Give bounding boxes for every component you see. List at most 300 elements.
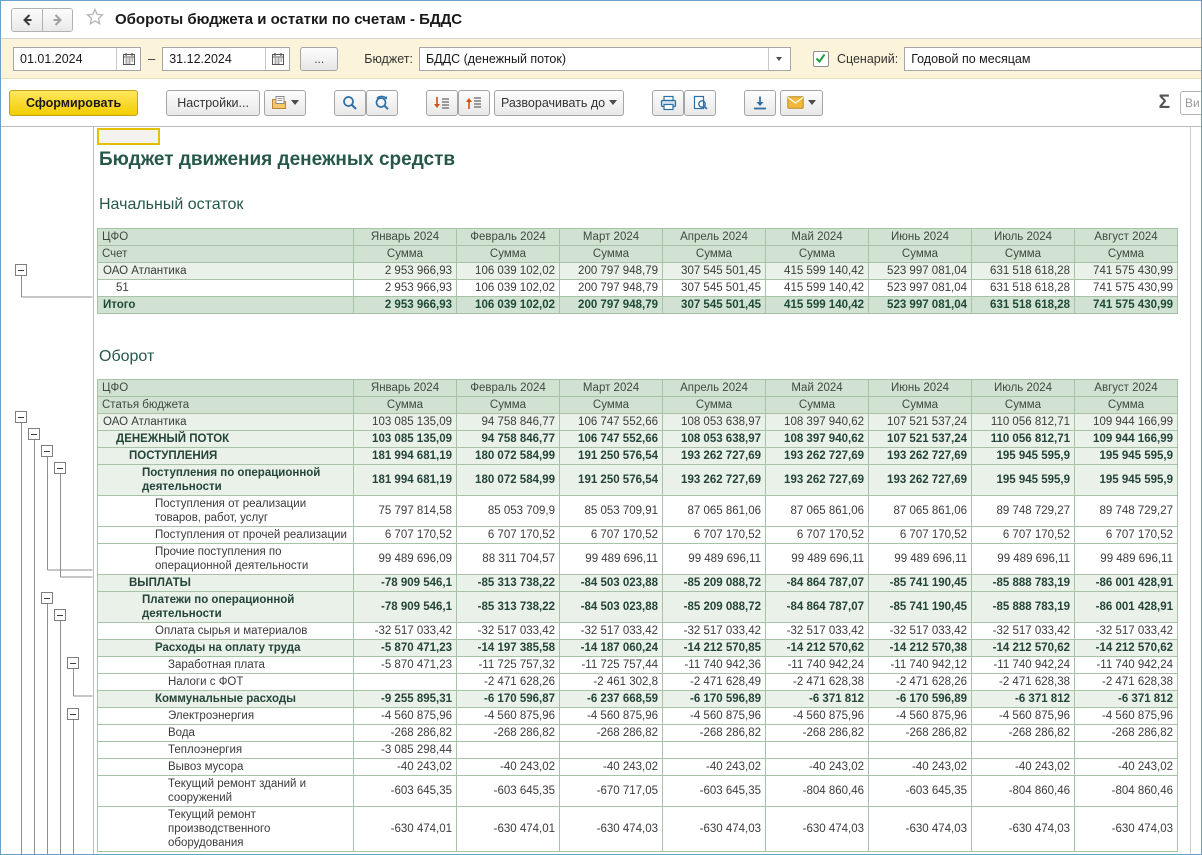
value-cell[interactable]: 106 747 552,66: [560, 414, 663, 431]
value-cell[interactable]: -40 243,02: [457, 759, 560, 776]
opening-balance-table: [97, 228, 1178, 314]
value-cell[interactable]: 193 262 727,69: [766, 448, 869, 465]
value-cell[interactable]: -268 286,82: [766, 725, 869, 742]
value-cell[interactable]: 87 065 861,06: [663, 496, 766, 527]
value-cell[interactable]: -4 560 875,96: [766, 708, 869, 725]
month-header-cell[interactable]: Февраль 2024: [457, 229, 560, 246]
row-label-cell[interactable]: Поступления от прочей реализации: [98, 527, 354, 544]
value-cell[interactable]: -268 286,82: [457, 725, 560, 742]
expand-groups-button[interactable]: [458, 90, 490, 116]
value-cell[interactable]: 741 575 430,99: [1075, 263, 1178, 280]
sum-header-cell[interactable]: Сумма: [457, 397, 560, 414]
value-cell[interactable]: -40 243,02: [972, 759, 1075, 776]
expand-groups-icon: [465, 95, 482, 111]
value-cell[interactable]: -2 471 628,38: [1075, 674, 1178, 691]
calendar-icon[interactable]: [116, 48, 140, 70]
value-cell[interactable]: -4 560 875,96: [1075, 708, 1178, 725]
row-label-cell[interactable]: Текущий ремонт производственного оборудования: [98, 807, 354, 852]
filter-bar: [1, 39, 1201, 79]
value-cell[interactable]: -86 001 428,91: [1075, 575, 1178, 592]
value-cell[interactable]: 85 053 709,91: [560, 496, 663, 527]
check-icon: [814, 52, 827, 65]
value-cell[interactable]: 191 250 576,54: [560, 465, 663, 496]
row-label-cell[interactable]: Заработная плата: [98, 657, 354, 674]
value-cell[interactable]: -4 560 875,96: [972, 708, 1075, 725]
grouping-gutter: [1, 127, 93, 855]
value-cell[interactable]: 523 997 081,04: [869, 280, 972, 297]
print-preview-button[interactable]: [684, 90, 716, 116]
value-cell[interactable]: -2 471 628,38: [766, 674, 869, 691]
settings-button[interactable]: Настройки...: [166, 90, 260, 116]
value-cell[interactable]: -268 286,82: [354, 725, 457, 742]
value-cell[interactable]: -4 560 875,96: [869, 708, 972, 725]
month-header-cell[interactable]: Апрель 2024: [663, 229, 766, 246]
value-cell[interactable]: 108 397 940,62: [766, 431, 869, 448]
row-label-cell[interactable]: Поступления от реализации товаров, работ, услуг: [98, 496, 354, 527]
row-label-cell[interactable]: Вода: [98, 725, 354, 742]
value-cell[interactable]: -14 212 570,38: [869, 640, 972, 657]
value-cell[interactable]: -630 474,03: [869, 807, 972, 852]
row-label-cell[interactable]: Расходы на оплату труда: [98, 640, 354, 657]
group-tree-lines: [1, 127, 93, 855]
value-cell[interactable]: -85 313 738,22: [457, 575, 560, 592]
value-cell[interactable]: -603 645,35: [354, 776, 457, 807]
value-cell[interactable]: [869, 742, 972, 759]
value-cell[interactable]: 87 065 861,06: [766, 496, 869, 527]
value-cell[interactable]: -32 517 033,42: [354, 623, 457, 640]
value-cell[interactable]: 180 072 584,99: [457, 465, 560, 496]
value-cell[interactable]: -630 474,03: [1075, 807, 1178, 852]
value-cell[interactable]: -11 725 757,32: [457, 657, 560, 674]
value-cell[interactable]: -6 170 596,89: [869, 691, 972, 708]
value-cell[interactable]: 200 797 948,79: [560, 263, 663, 280]
value-cell[interactable]: 106 747 552,66: [560, 431, 663, 448]
value-cell[interactable]: 6 707 170,52: [354, 527, 457, 544]
row-label-cell[interactable]: Поступления по операционной деятельности: [98, 465, 354, 496]
value-cell[interactable]: 107 521 537,24: [869, 431, 972, 448]
value-cell[interactable]: 631 518 618,28: [972, 263, 1075, 280]
value-cell[interactable]: 88 311 704,57: [457, 544, 560, 575]
value-cell[interactable]: 87 065 861,06: [869, 496, 972, 527]
value-cell[interactable]: 106 039 102,02: [457, 263, 560, 280]
value-cell[interactable]: -85 888 783,19: [972, 592, 1075, 623]
value-cell[interactable]: 94 758 846,77: [457, 414, 560, 431]
forward-button[interactable]: [42, 9, 72, 31]
value-cell[interactable]: -3 085 298,44: [354, 742, 457, 759]
value-cell[interactable]: 6 707 170,52: [457, 527, 560, 544]
value-cell[interactable]: 307 545 501,45: [663, 263, 766, 280]
value-cell[interactable]: 741 575 430,99: [1075, 280, 1178, 297]
value-cell[interactable]: -40 243,02: [663, 759, 766, 776]
print-button[interactable]: [652, 90, 684, 116]
value-cell[interactable]: 99 489 696,11: [663, 544, 766, 575]
value-cell[interactable]: -85 209 088,72: [663, 592, 766, 623]
value-cell[interactable]: -2 471 628,26: [869, 674, 972, 691]
value-cell[interactable]: 200 797 948,79: [560, 297, 663, 314]
expand-to-button[interactable]: [494, 90, 624, 116]
value-cell[interactable]: [972, 742, 1075, 759]
value-cell[interactable]: 195 945 595,9: [972, 465, 1075, 496]
value-cell[interactable]: -32 517 033,42: [869, 623, 972, 640]
month-header-cell[interactable]: Январь 2024: [354, 229, 457, 246]
value-cell[interactable]: -4 560 875,96: [560, 708, 663, 725]
value-cell[interactable]: 191 250 576,54: [560, 448, 663, 465]
value-cell[interactable]: 99 489 696,11: [1075, 544, 1178, 575]
value-cell[interactable]: -268 286,82: [869, 725, 972, 742]
value-cell[interactable]: 180 072 584,99: [457, 448, 560, 465]
value-cell[interactable]: -32 517 033,42: [457, 623, 560, 640]
month-header-cell[interactable]: Июль 2024: [972, 380, 1075, 397]
value-cell[interactable]: -84 864 787,07: [766, 592, 869, 623]
table-corner-subheader[interactable]: Статья бюджета: [98, 397, 354, 414]
sum-header-cell[interactable]: Сумма: [663, 246, 766, 263]
value-cell[interactable]: 181 994 681,19: [354, 465, 457, 496]
value-cell[interactable]: -804 860,46: [766, 776, 869, 807]
value-cell[interactable]: 415 599 140,42: [766, 280, 869, 297]
value-cell[interactable]: -11 740 942,12: [869, 657, 972, 674]
row-label-cell[interactable]: Оплата сырья и материалов: [98, 623, 354, 640]
period-from-value: 01.01.2024: [20, 51, 83, 66]
value-cell[interactable]: -4 560 875,96: [663, 708, 766, 725]
value-cell[interactable]: -40 243,02: [869, 759, 972, 776]
value-cell[interactable]: -630 474,03: [766, 807, 869, 852]
value-cell[interactable]: 6 707 170,52: [560, 527, 663, 544]
row-label-cell[interactable]: Итого: [98, 297, 354, 314]
value-cell[interactable]: 85 053 709,9: [457, 496, 560, 527]
autosum-field[interactable]: Ви: [1180, 91, 1202, 115]
sum-header-cell[interactable]: Сумма: [354, 397, 457, 414]
value-cell[interactable]: 193 262 727,69: [663, 465, 766, 496]
value-cell[interactable]: -6 170 596,89: [663, 691, 766, 708]
value-cell[interactable]: 307 545 501,45: [663, 297, 766, 314]
active-cell-cursor[interactable]: [97, 128, 160, 145]
row-label-cell[interactable]: Электроэнергия: [98, 708, 354, 725]
value-cell[interactable]: 75 797 814,58: [354, 496, 457, 527]
collapse-group-button[interactable]: [15, 264, 27, 276]
month-header-cell[interactable]: Апрель 2024: [663, 380, 766, 397]
sum-header-cell[interactable]: Сумма: [663, 397, 766, 414]
row-label-cell[interactable]: Прочие поступления по операционной деятельности: [98, 544, 354, 575]
month-header-cell[interactable]: Май 2024: [766, 229, 869, 246]
search-next-button[interactable]: [366, 90, 398, 116]
value-cell[interactable]: -804 860,46: [1075, 776, 1178, 807]
value-cell[interactable]: 109 944 166,99: [1075, 431, 1178, 448]
value-cell[interactable]: -630 474,03: [560, 807, 663, 852]
value-cell[interactable]: -11 740 942,24: [766, 657, 869, 674]
value-cell[interactable]: 107 521 537,24: [869, 414, 972, 431]
value-cell[interactable]: -40 243,02: [1075, 759, 1178, 776]
value-cell[interactable]: -84 503 023,88: [560, 592, 663, 623]
row-label-cell[interactable]: 51: [98, 280, 354, 297]
value-cell[interactable]: -6 371 812: [1075, 691, 1178, 708]
value-cell[interactable]: -6 371 812: [972, 691, 1075, 708]
sum-header-cell[interactable]: Сумма: [972, 397, 1075, 414]
sum-header-cell[interactable]: Сумма: [766, 397, 869, 414]
row-label-cell[interactable]: Платежи по операционной деятельности: [98, 592, 354, 623]
scenario-checkbox[interactable]: [813, 51, 829, 67]
value-cell[interactable]: 631 518 618,28: [972, 280, 1075, 297]
month-header-cell[interactable]: Июнь 2024: [869, 229, 972, 246]
search-icon: [342, 95, 358, 111]
collapse-group-button[interactable]: [15, 411, 27, 423]
value-cell[interactable]: -14 212 570,62: [1075, 640, 1178, 657]
value-cell[interactable]: 109 944 166,99: [1075, 414, 1178, 431]
value-cell[interactable]: 6 707 170,52: [1075, 527, 1178, 544]
collapse-group-button[interactable]: [28, 428, 40, 440]
row-label-cell[interactable]: ВЫПЛАТЫ: [98, 575, 354, 592]
value-cell[interactable]: -2 461 302,8: [560, 674, 663, 691]
value-cell[interactable]: 6 707 170,52: [663, 527, 766, 544]
value-cell[interactable]: 523 997 081,04: [869, 297, 972, 314]
chevron-down-icon: [776, 57, 782, 61]
table-corner-subheader[interactable]: Счет: [98, 246, 354, 263]
value-cell[interactable]: -14 187 060,24: [560, 640, 663, 657]
value-cell[interactable]: -32 517 033,42: [663, 623, 766, 640]
value-cell[interactable]: -14 212 570,62: [972, 640, 1075, 657]
value-cell[interactable]: -2 471 628,26: [457, 674, 560, 691]
print-preview-icon: [692, 95, 708, 111]
value-cell[interactable]: -6 170 596,87: [457, 691, 560, 708]
value-cell[interactable]: -40 243,02: [766, 759, 869, 776]
value-cell[interactable]: -78 909 546,1: [354, 592, 457, 623]
month-header-cell[interactable]: Август 2024: [1075, 380, 1178, 397]
download-icon: [752, 95, 768, 111]
favorite-star-icon[interactable]: [85, 7, 105, 32]
value-cell[interactable]: [766, 742, 869, 759]
row-label-cell[interactable]: ОАО Атлантика: [98, 414, 354, 431]
value-cell[interactable]: 108 397 940,62: [766, 414, 869, 431]
budget-dropdown-button[interactable]: [768, 48, 790, 70]
value-cell[interactable]: 415 599 140,42: [766, 263, 869, 280]
value-cell[interactable]: 103 085 135,09: [354, 431, 457, 448]
value-cell[interactable]: -86 001 428,91: [1075, 592, 1178, 623]
month-header-cell[interactable]: Февраль 2024: [457, 380, 560, 397]
collapse-group-button[interactable]: [41, 445, 53, 457]
table-corner-header[interactable]: ЦФО: [98, 380, 354, 397]
value-cell[interactable]: -603 645,35: [457, 776, 560, 807]
period-to-field[interactable]: [162, 47, 290, 71]
value-cell[interactable]: -78 909 546,1: [354, 575, 457, 592]
value-cell[interactable]: 110 056 812,71: [972, 414, 1075, 431]
value-cell[interactable]: [1075, 742, 1178, 759]
value-cell[interactable]: 106 039 102,02: [457, 280, 560, 297]
value-cell[interactable]: -2 471 628,49: [663, 674, 766, 691]
value-cell[interactable]: 99 489 696,11: [972, 544, 1075, 575]
value-cell[interactable]: -14 212 570,62: [766, 640, 869, 657]
month-header-cell[interactable]: Июль 2024: [972, 229, 1075, 246]
value-cell[interactable]: -85 209 088,72: [663, 575, 766, 592]
sum-header-cell[interactable]: Сумма: [972, 246, 1075, 263]
row-label-cell[interactable]: ОАО Атлантика: [98, 263, 354, 280]
value-cell[interactable]: 195 945 595,9: [972, 448, 1075, 465]
value-cell[interactable]: 415 599 140,42: [766, 297, 869, 314]
sum-header-cell[interactable]: Сумма: [1075, 397, 1178, 414]
value-cell[interactable]: 6 707 170,52: [766, 527, 869, 544]
month-header-cell[interactable]: Март 2024: [560, 229, 663, 246]
value-cell[interactable]: -4 560 875,96: [354, 708, 457, 725]
sum-header-cell[interactable]: Сумма: [560, 246, 663, 263]
value-cell[interactable]: 103 085 135,09: [354, 414, 457, 431]
table-corner-header[interactable]: ЦФО: [98, 229, 354, 246]
collapse-group-button[interactable]: [67, 708, 79, 720]
sum-header-cell[interactable]: Сумма: [457, 246, 560, 263]
value-cell[interactable]: -85 741 190,45: [869, 592, 972, 623]
value-cell[interactable]: -6 371 812: [766, 691, 869, 708]
collapse-group-button[interactable]: [54, 462, 66, 474]
value-cell[interactable]: 193 262 727,69: [766, 465, 869, 496]
value-cell[interactable]: -11 740 942,24: [1075, 657, 1178, 674]
month-header-cell[interactable]: Июнь 2024: [869, 380, 972, 397]
value-cell[interactable]: -32 517 033,42: [766, 623, 869, 640]
value-cell[interactable]: -32 517 033,42: [560, 623, 663, 640]
value-cell[interactable]: 89 748 729,27: [972, 496, 1075, 527]
collapse-groups-button[interactable]: [426, 90, 458, 116]
value-cell[interactable]: -603 645,35: [663, 776, 766, 807]
value-cell[interactable]: -2 471 628,38: [972, 674, 1075, 691]
value-cell[interactable]: -268 286,82: [972, 725, 1075, 742]
period-more-button[interactable]: ...: [300, 47, 338, 71]
value-cell[interactable]: 193 262 727,69: [869, 465, 972, 496]
value-cell[interactable]: -5 870 471,23: [354, 640, 457, 657]
sum-header-cell[interactable]: Сумма: [354, 246, 457, 263]
value-cell[interactable]: -11 725 757,44: [560, 657, 663, 674]
collapse-group-button[interactable]: [67, 657, 79, 669]
collapse-group-button[interactable]: [41, 592, 53, 604]
value-cell[interactable]: 6 707 170,52: [972, 527, 1075, 544]
expand-to-label: Разворачивать до: [500, 95, 606, 110]
value-cell[interactable]: -32 517 033,42: [972, 623, 1075, 640]
month-header-cell[interactable]: Май 2024: [766, 380, 869, 397]
value-cell[interactable]: 99 489 696,11: [560, 544, 663, 575]
value-cell[interactable]: -670 717,05: [560, 776, 663, 807]
value-cell[interactable]: -603 645,35: [869, 776, 972, 807]
row-label-cell[interactable]: ДЕНЕЖНЫЙ ПОТОК: [98, 431, 354, 448]
value-cell[interactable]: [560, 742, 663, 759]
value-cell[interactable]: -804 860,46: [972, 776, 1075, 807]
value-cell[interactable]: 200 797 948,79: [560, 280, 663, 297]
value-cell[interactable]: -32 517 033,42: [1075, 623, 1178, 640]
sum-header-cell[interactable]: Сумма: [766, 246, 869, 263]
value-cell[interactable]: 631 518 618,28: [972, 297, 1075, 314]
autosum-symbol[interactable]: Σ: [1158, 91, 1170, 113]
value-cell[interactable]: 195 945 595,9: [1075, 448, 1178, 465]
chevron-down-icon: [808, 100, 816, 105]
value-cell[interactable]: -11 740 942,24: [972, 657, 1075, 674]
value-cell[interactable]: 181 994 681,19: [354, 448, 457, 465]
value-cell[interactable]: 99 489 696,11: [766, 544, 869, 575]
row-label-cell[interactable]: Коммунальные расходы: [98, 691, 354, 708]
value-cell[interactable]: -630 474,03: [663, 807, 766, 852]
value-cell[interactable]: 307 545 501,45: [663, 280, 766, 297]
section-heading-opening-balance: Начальный остаток: [99, 196, 244, 213]
search-repeat-icon: [374, 95, 390, 111]
value-cell[interactable]: 523 997 081,04: [869, 263, 972, 280]
value-cell[interactable]: 193 262 727,69: [663, 448, 766, 465]
collapse-group-button[interactable]: [54, 609, 66, 621]
month-header-cell[interactable]: Август 2024: [1075, 229, 1178, 246]
value-cell[interactable]: -84 864 787,07: [766, 575, 869, 592]
sum-header-cell[interactable]: Сумма: [560, 397, 663, 414]
title-bar: [1, 1, 1201, 39]
value-cell[interactable]: 108 053 638,97: [663, 414, 766, 431]
month-header-cell[interactable]: Март 2024: [560, 380, 663, 397]
value-cell[interactable]: 108 053 638,97: [663, 431, 766, 448]
value-cell[interactable]: 193 262 727,69: [869, 448, 972, 465]
value-cell[interactable]: -268 286,82: [1075, 725, 1178, 742]
value-cell[interactable]: [457, 742, 560, 759]
value-cell[interactable]: -630 474,01: [354, 807, 457, 852]
value-cell[interactable]: -6 237 668,59: [560, 691, 663, 708]
toolbar: [1, 79, 1201, 127]
scrollbar-strip[interactable]: [1190, 127, 1201, 855]
value-cell[interactable]: 2 953 966,93: [354, 263, 457, 280]
calendar-icon[interactable]: [265, 48, 289, 70]
value-cell[interactable]: -85 741 190,45: [869, 575, 972, 592]
search-button[interactable]: [334, 90, 366, 116]
row-label-cell[interactable]: Налоги с ФОТ: [98, 674, 354, 691]
row-label-cell[interactable]: Теплоэнергия: [98, 742, 354, 759]
value-cell[interactable]: 741 575 430,99: [1075, 297, 1178, 314]
value-cell[interactable]: 94 758 846,77: [457, 431, 560, 448]
budget-combo[interactable]: [419, 47, 791, 71]
scenario-field[interactable]: [904, 47, 1202, 71]
turnover-table: [97, 379, 1178, 852]
value-cell[interactable]: -14 212 570,85: [663, 640, 766, 657]
sum-header-cell[interactable]: Сумма: [1075, 246, 1178, 263]
value-cell[interactable]: -14 197 385,58: [457, 640, 560, 657]
value-cell[interactable]: 195 945 595,9: [1075, 465, 1178, 496]
value-cell[interactable]: 2 953 966,93: [354, 280, 457, 297]
value-cell[interactable]: 99 489 696,09: [354, 544, 457, 575]
row-label-cell[interactable]: ПОСТУПЛЕНИЯ: [98, 448, 354, 465]
row-label-cell[interactable]: Текущий ремонт зданий и сооружений: [98, 776, 354, 807]
back-button[interactable]: [12, 9, 42, 31]
nav-button-group: [11, 8, 73, 32]
value-cell[interactable]: -40 243,02: [560, 759, 663, 776]
budget-value: БДДС (денежный поток): [425, 51, 567, 66]
value-cell[interactable]: -11 740 942,36: [663, 657, 766, 674]
value-cell[interactable]: -630 474,03: [972, 807, 1075, 852]
save-button[interactable]: [744, 90, 776, 116]
value-cell[interactable]: -9 255 895,31: [354, 691, 457, 708]
value-cell[interactable]: 99 489 696,11: [869, 544, 972, 575]
value-cell[interactable]: [354, 674, 457, 691]
value-cell[interactable]: 6 707 170,52: [869, 527, 972, 544]
sum-header-cell[interactable]: Сумма: [869, 246, 972, 263]
value-cell[interactable]: -85 313 738,22: [457, 592, 560, 623]
value-cell[interactable]: -85 888 783,19: [972, 575, 1075, 592]
value-cell[interactable]: -268 286,82: [663, 725, 766, 742]
report-variants-button[interactable]: [264, 90, 306, 116]
value-cell[interactable]: -4 560 875,96: [457, 708, 560, 725]
send-mail-button[interactable]: [780, 90, 823, 116]
value-cell[interactable]: -84 503 023,88: [560, 575, 663, 592]
value-cell[interactable]: -40 243,02: [354, 759, 457, 776]
value-cell[interactable]: -268 286,82: [560, 725, 663, 742]
value-cell[interactable]: -5 870 471,23: [354, 657, 457, 674]
value-cell[interactable]: 89 748 729,27: [1075, 496, 1178, 527]
month-header-cell[interactable]: Январь 2024: [354, 380, 457, 397]
sum-header-cell[interactable]: Сумма: [869, 397, 972, 414]
value-cell[interactable]: -630 474,01: [457, 807, 560, 852]
value-cell[interactable]: 110 056 812,71: [972, 431, 1075, 448]
value-cell[interactable]: [663, 742, 766, 759]
value-cell[interactable]: 106 039 102,02: [457, 297, 560, 314]
generate-button[interactable]: Сформировать: [9, 90, 138, 116]
value-cell[interactable]: 2 953 966,93: [354, 297, 457, 314]
period-from-field[interactable]: [13, 47, 141, 71]
row-label-cell[interactable]: Вывоз мусора: [98, 759, 354, 776]
